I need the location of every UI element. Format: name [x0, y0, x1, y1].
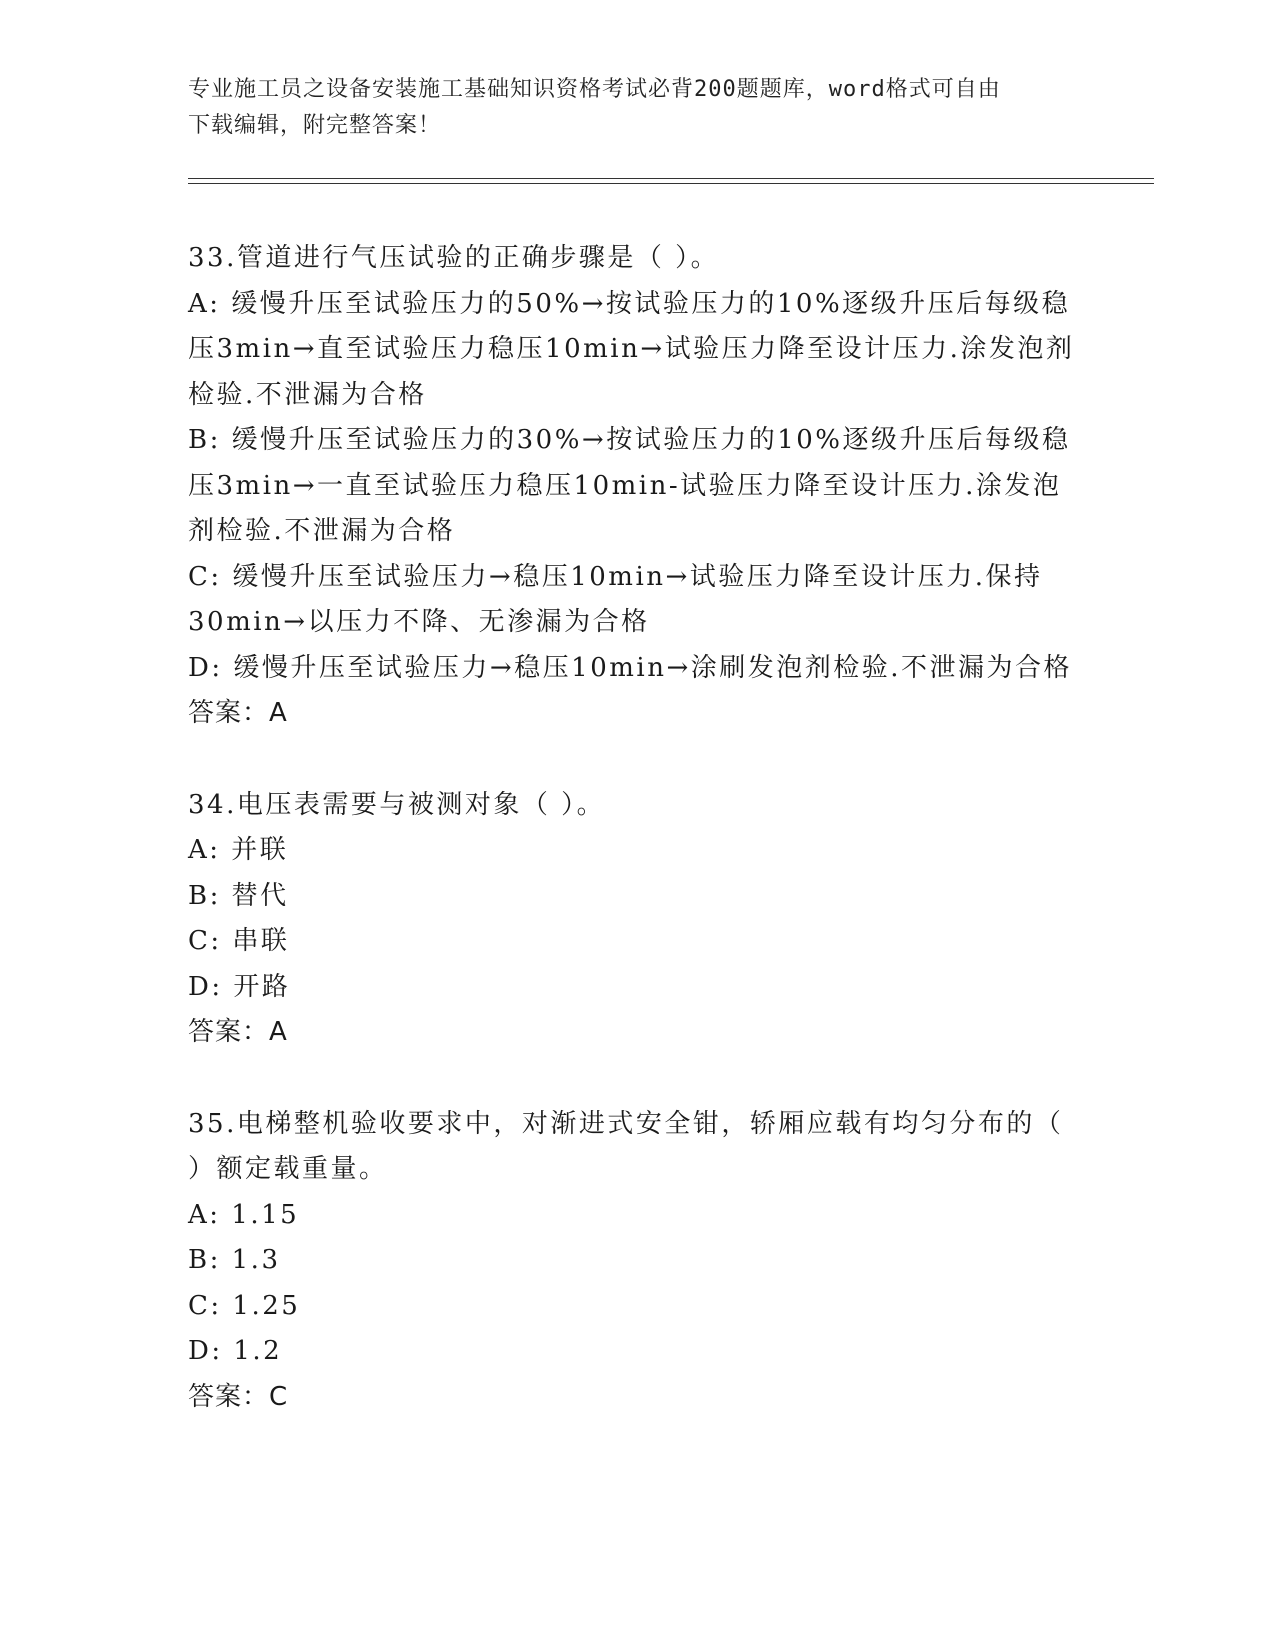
- question-stem: 34.电压表需要与被测对象（ ）。: [188, 789, 606, 820]
- question-stem: 33.管道进行气压试验的正确步骤是（ ）。: [188, 243, 720, 273]
- document-header: [188, 72, 1088, 144]
- option-a: A: 1.15: [188, 1199, 300, 1230]
- option-c: C: 缓慢升压至试验压力→稳压10min→试验压力降至设计压力.保持30min→以压力不降、无渗漏为合格: [188, 561, 1043, 637]
- question-list: [188, 236, 1088, 1466]
- header-divider-top: [188, 178, 1154, 179]
- option-a: A: 缓慢升压至试验压力的50%→按试验压力的10%逐级升压后每级稳压3min→直至试验压力稳压10min→试验压力降至设计压力.涂发泡剂检验.不泄漏为合格: [188, 288, 1075, 410]
- option-d: D: 1.2: [188, 1336, 283, 1366]
- question-33: [188, 236, 1088, 737]
- header-line-2: 下载编辑，附完整答案！: [188, 113, 442, 138]
- header-line-1: 专业施工员之设备安装施工基础知识资格考试必背200题题库，word格式可自由: [188, 77, 1001, 102]
- answer-text: 答案：C: [188, 1381, 289, 1412]
- option-c: C: 1.25: [188, 1290, 301, 1321]
- option-b: B: 替代: [188, 880, 289, 911]
- option-b: B: 缓慢升压至试验压力的30%→按试验压力的10%逐级升压后每级稳压3min→一直至试验压力稳压10min-试验压力降至设计压力.涂发泡剂检验.不泄漏为合格: [188, 425, 1071, 546]
- answer-text: 答案：A: [188, 1017, 288, 1047]
- option-b: B: 1.3: [188, 1245, 281, 1275]
- question-35: [188, 1102, 1088, 1421]
- question-stem: 35.电梯整机验收要求中，对渐进式安全钳，轿厢应载有均匀分布的（ ）额定载重量。: [188, 1108, 1064, 1184]
- option-c: C: 串联: [188, 926, 290, 956]
- option-d: D: 缓慢升压至试验压力→稳压10min→涂刷发泡剂检验.不泄漏为合格: [188, 652, 1073, 683]
- option-a: A: 并联: [188, 835, 289, 865]
- header-divider-bottom: [188, 183, 1154, 184]
- option-d: D: 开路: [188, 971, 291, 1002]
- answer-text: 答案：A: [188, 698, 288, 728]
- question-34: [188, 783, 1088, 1056]
